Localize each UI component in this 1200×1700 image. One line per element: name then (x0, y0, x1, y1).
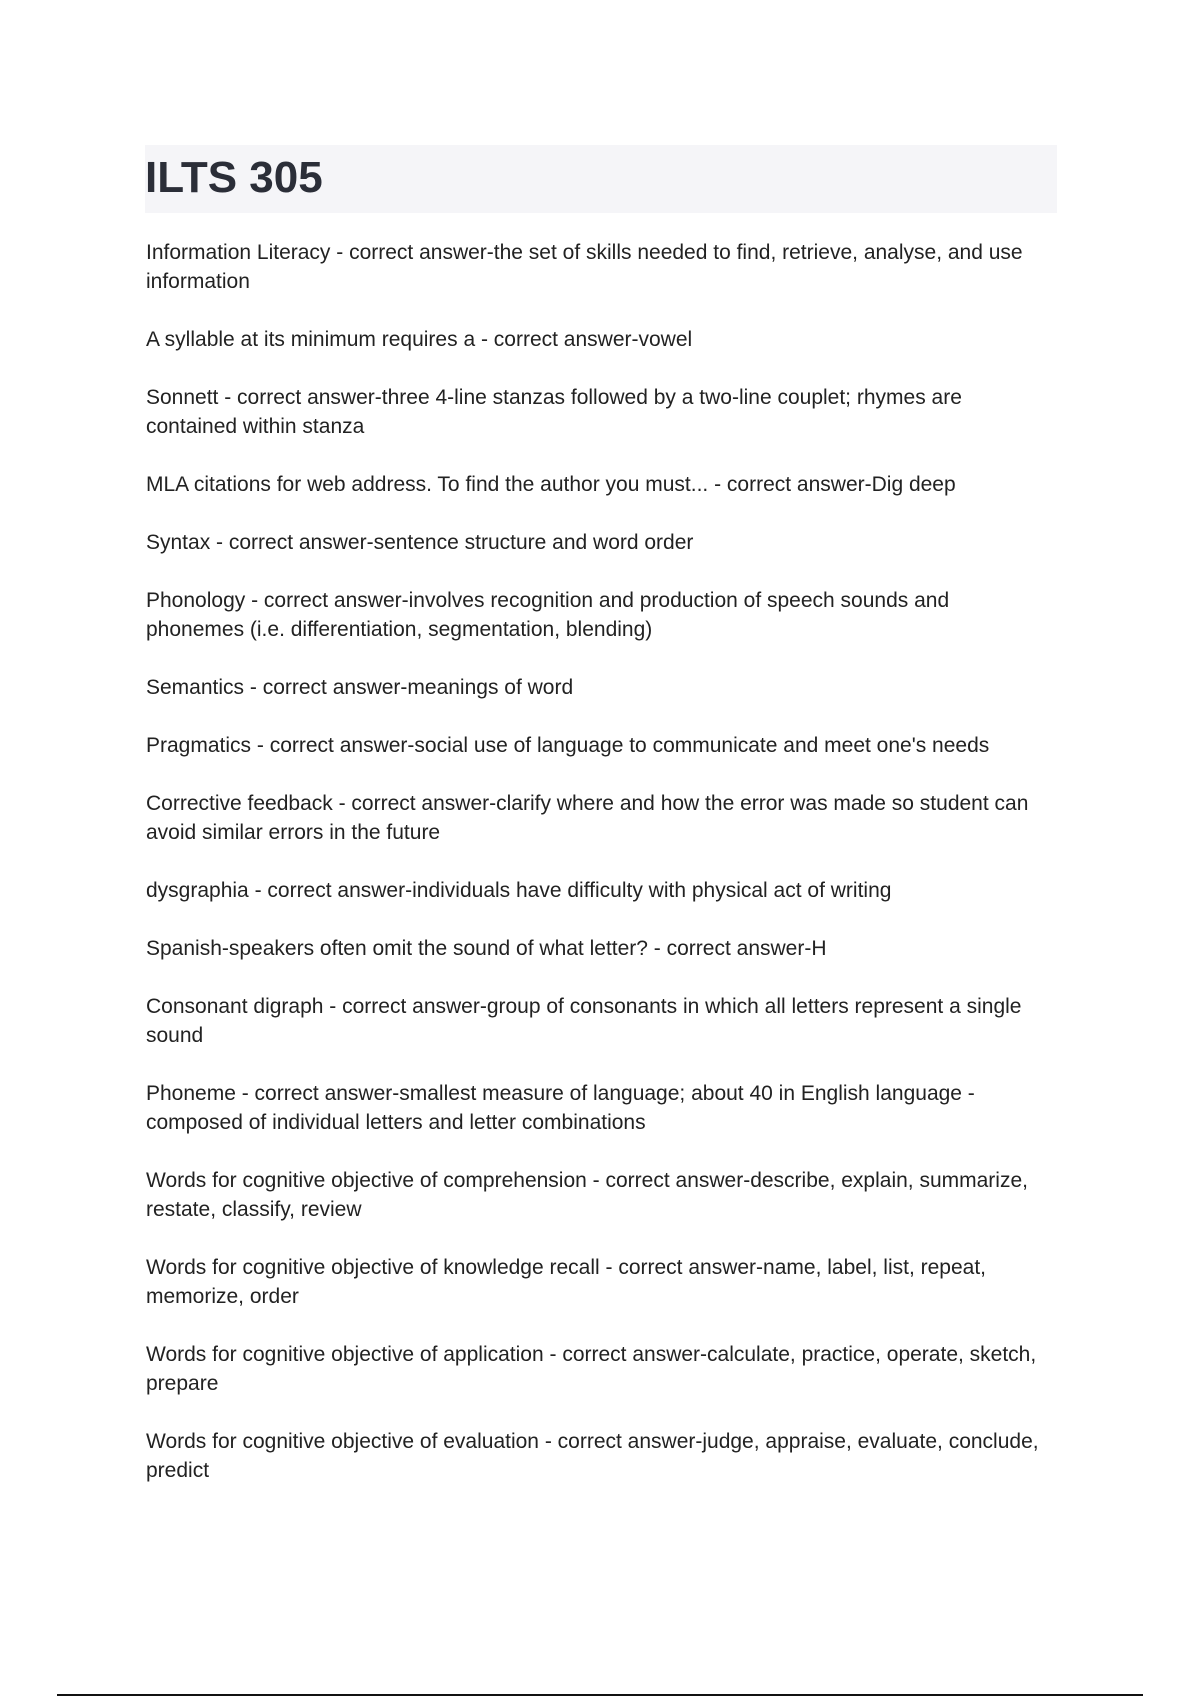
flashcard-entry: Information Literacy - correct answer-the set of skills needed to find, retrieve, analyse, and use information (146, 241, 1023, 293)
flashcard-list (146, 238, 1046, 1514)
flashcard-entry: Words for cognitive objective of comprehension - correct answer-describe, explain, summarize, restate, classify, review (146, 1169, 1028, 1221)
flashcard-entry: Semantics - correct answer-meanings of word (146, 676, 574, 699)
flashcard-entry: Words for cognitive objective of evaluation - correct answer-judge, appraise, evaluate, conclude, predict (146, 1430, 1039, 1482)
flashcard-entry: Words for cognitive objective of application - correct answer-calculate, practice, operate, sketch, prepare (146, 1343, 1037, 1395)
flashcard-entry: Pragmatics - correct answer-social use of language to communicate and meet one's needs (146, 734, 990, 757)
page-title: ILTS 305 (145, 153, 323, 202)
flashcard-entry: Spanish-speakers often omit the sound of what letter? - correct answer-H (146, 937, 827, 960)
flashcard-entry: Sonnett - correct answer-three 4-line stanzas followed by a two-line couplet; rhymes are contained within stanza (146, 386, 962, 438)
flashcard-entry: Phonology - correct answer-involves recognition and production of speech sounds and phonemes (i.e. differentiation, segmentation, blending) (146, 589, 950, 641)
flashcard-entry: Phoneme - correct answer-smallest measure of language; about 40 in English language -composed of individual letters and letter combinations (146, 1082, 975, 1134)
title-banner (145, 145, 1057, 213)
flashcard-entry: dysgraphia - correct answer-individuals have difficulty with physical act of writing (146, 879, 892, 902)
flashcard-entry: MLA citations for web address. To find the author you must... - correct answer-Dig deep (146, 473, 956, 496)
flashcard-entry: Corrective feedback - correct answer-clarify where and how the error was made so student can avoid similar errors in the future (146, 792, 1029, 844)
flashcard-entry: Syntax - correct answer-sentence structure and word order (146, 531, 694, 554)
flashcard-entry: Words for cognitive objective of knowledge recall - correct answer-name, label, list, repeat, memorize, order (146, 1256, 986, 1308)
flashcard-entry: Consonant digraph - correct answer-group of consonants in which all letters represent a single sound (146, 995, 1022, 1047)
flashcard-entry: A syllable at its minimum requires a - correct answer-vowel (146, 328, 693, 351)
footer-divider (57, 1694, 1143, 1696)
